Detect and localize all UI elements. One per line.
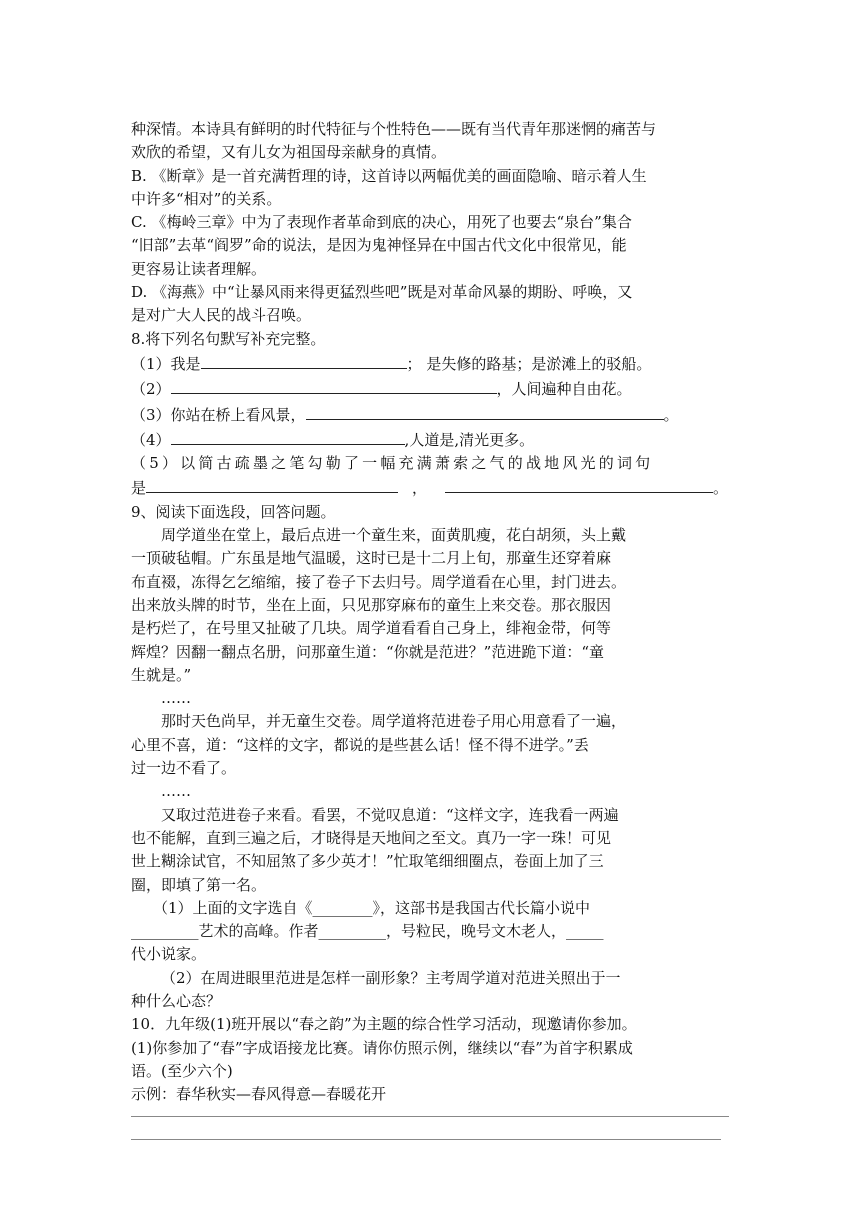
option-d-line: D. 《海燕》中“让暴风雨来得更猛烈些吧”既是对革命风暴的期盼、呼唤，又 [131,283,633,302]
q8-item-4-suffix: ,人道是,清光更多。 [404,430,535,449]
q10-example: 示例：春华秋实—春风得意—春暖花开 [131,1085,387,1104]
option-c-line: C. 《梅岭三章》中为了表现作者革命到底的决心，用死了也要去“泉台”集合 [131,213,632,232]
passage-line: 也不能解，直到三遍之后，才晓得是天地间之至文。真乃一字一珠！可见 [131,828,612,847]
ellipsis: …… [161,689,191,708]
q8-section [131,328,731,501]
passage-line: 布直裰，冻得乞乞缩缩，接了卷子下去归号。周学道看在心里，封门进去。 [131,572,627,591]
q8-item-5-prefix: 是 [131,479,147,498]
answer-blank[interactable] [306,402,664,420]
option-b-line: B. 《断章》是一首充满哲理的诗，这首诗以两幅优美的画面隐喻、暗示着人生 [131,166,647,185]
passage-line: 那时天色尚早，并无童生交卷。周学道将范进卷子用心用意看了一遍， [161,712,627,731]
option-b-line: 中许多“相对”的关系。 [131,189,282,208]
answer-line[interactable] [131,1139,721,1140]
passage-line: 过一边不看了。 [131,759,237,778]
q8-item-3 [131,402,731,427]
option-c-line: 更容易让读者理解。 [131,259,267,278]
q9-title: 9、阅读下面选段，回答问题。 [131,502,336,521]
passage-line: 圈，即填了第一名。 [131,875,267,894]
passage-line: 心里不喜，道：“这样的文字，都说的是些甚么话！怪不得不进学。”丢 [131,735,589,754]
q8-item-1 [131,351,731,376]
passage-line: 出来放头牌的时节，坐在上面，只见那穿麻布的童生上来交卷。那衣服因 [131,595,612,614]
option-a-line: 欢欣的希望，又有儿女为祖国母亲献身的真情。 [131,143,447,162]
q8-item-5: （5）以简古疏墨之笔勾勒了一幅充满萧索之气的战地风光的词句 [131,454,654,473]
q10-subquestion-line: (1)你参加了“春”字成语接龙比赛。请你仿照示例，继续以“春”为首字积累成 [131,1038,633,1057]
q10-subquestion-line: 语。(至少六个) [131,1061,233,1080]
subquestion-line: 代小说家。 [131,945,207,964]
q8-item-2 [131,376,731,401]
option-a-line: 种深情。本诗具有鲜明的时代特征与个性特色——既有当代青年那迷惘的痛苦与 [131,120,657,138]
option-d-line: 是对广大人民的战斗召唤。 [131,306,312,325]
passage-line: 辉煌？因翻一翻点名册，问那童生道：“你就是范进？”范进跪下道：“童 [131,642,605,661]
subquestion-line: 种什么心态？ [131,991,222,1010]
q8-item-5-answer [131,475,731,500]
q8-item-3-prefix: （3）你站在桥上看风景， [131,405,306,424]
subquestion-line: （1）上面的文字选自《________》，这部书是我国古代长篇小说中 [153,898,591,917]
answer-blank[interactable] [171,427,405,445]
q8-item-4 [131,427,731,452]
passage-line: 周学道坐在堂上，最后点进一个童生来，面黄肌瘦，花白胡须，头上戴 [161,526,627,545]
q9-section [131,501,731,1014]
q10-title: 10．九年级(1)班开展以“春之韵”为主题的综合性学习活动，现邀请你参加。 [131,1015,637,1034]
q7-options [131,118,731,328]
q9-subquestion-1 [131,897,731,967]
q8-item-5-mid: ， [412,479,428,498]
answer-blank[interactable] [445,475,713,493]
passage-line: 世上糊涂试官，不知屈煞了多少英才！”忙取笔细细圈点，卷面上加了三 [131,852,604,871]
answer-blank[interactable] [146,475,398,493]
q8-item-2-prefix: （2） [131,380,171,399]
passage-line: 又取过范进卷子来看。看罢，不觉叹息道：“这样文字，连我看一两遍 [161,805,619,824]
passage-paragraph [131,710,731,780]
q8-title: 8.将下列名句默写补充完整。 [131,329,326,348]
q8-item-1-prefix: （1）我是 [131,354,201,373]
q8-item-1-suffix: ； 是失修的路基；是淤滩上的驳船。 [406,354,652,373]
passage-paragraph [131,524,731,687]
answer-blank[interactable] [171,376,497,394]
passage-line: 一顶破毡帽。广东虽是地气温暖，这时已是十二月上旬，那童生还穿着麻 [131,549,612,568]
answer-blank[interactable] [201,351,407,369]
passage-paragraph [131,804,731,897]
passage-line: 生就是。” [131,665,192,684]
subquestion-line: （2）在周进眼里范进是怎样一副形象？主考周学道对范进关照出于一 [161,968,621,987]
q8-item-3-suffix: 。 [663,405,679,424]
q9-subquestion-2 [131,967,731,1014]
q10-section [131,1013,731,1140]
document-page [131,118,731,1140]
q8-item-2-suffix: ，人间遍种自由花。 [496,380,632,399]
option-c-line: “旧部”去革“阎罗”命的说法，是因为鬼神怪异在中国古代文化中很常见，能 [131,236,627,255]
passage-line: 是朽烂了，在号里又扯破了几块。周学道看看自己身上，绯袍金带，何等 [131,619,612,638]
q8-item-5-suffix: 。 [713,479,729,498]
q8-item-4-prefix: （4） [131,430,171,449]
ellipsis: …… [161,782,191,801]
subquestion-line: _________艺术的高峰。作者_________，号粒民，晚号文木老人，_____ [131,922,604,941]
